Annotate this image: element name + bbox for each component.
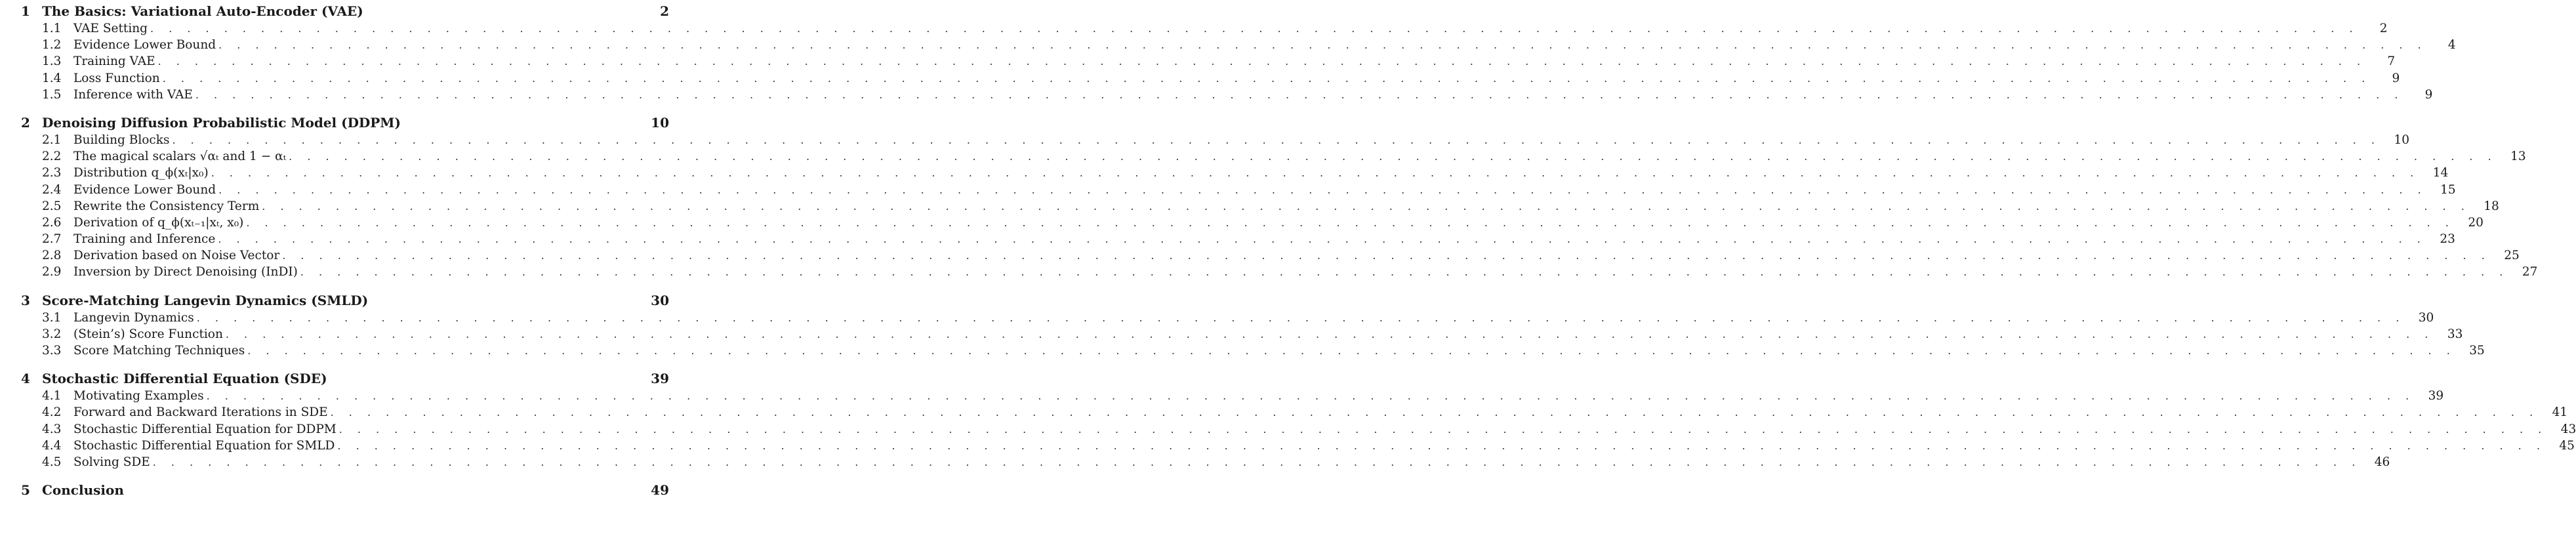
toc-entry[interactable] bbox=[21, 264, 2538, 280]
entry-number: 4.3 bbox=[42, 422, 62, 436]
entry-page-number: 27 bbox=[2522, 265, 2538, 279]
entry-title: Langevin Dynamics bbox=[73, 310, 194, 325]
entry-page-number: 10 bbox=[2394, 133, 2410, 147]
toc-entry[interactable] bbox=[21, 247, 2520, 264]
dot-leader: . . . . . . . . . . . . . . . . . . . . . . . . . . . . . . . . . . . . . . . . . . . . . . . . . . . . . . . . . . . . . . . . . . . . . . . . . . . . . . . . . . . . . . . . . . . . . . . . . . . . . . . . . . . . . . . . . . . . . . . . bbox=[157, 55, 2367, 68]
dot-leader: . . . . . . . . . . . . . . . . . . . . . . . . . . . . . . . . . . . . . . . . . . . . . . . . . . . . . . . . . . . . . . . . . . . . . . . . . . . . . . . . . . . . . . . . . . . . . . . . . . . . . . . . . . . . . . . . . . . . . . . . bbox=[218, 183, 2427, 196]
entry-page-number: 4 bbox=[2447, 38, 2456, 52]
section-number: 4 bbox=[21, 371, 30, 387]
toc-entry[interactable] bbox=[21, 165, 2449, 181]
section-page-number: 30 bbox=[651, 292, 669, 308]
entry-title: The magical scalars √αₜ and 1 − αₜ bbox=[73, 150, 287, 164]
toc-entry[interactable] bbox=[21, 198, 2499, 215]
entry-number: 2.7 bbox=[42, 232, 62, 247]
entry-title: Building Blocks bbox=[73, 133, 170, 147]
dot-leader: . . . . . . . . . . . . . . . . . . . . . . . . . . . . . . . . . . . . . . . . . . . . . . . . . . . . . . . . . . . . . . . . . . . . . . . . . . . . . . . . . . . . . . . . . . . . . . . . . . . . . . . . . . . . . . . . . . . . . . . . bbox=[282, 249, 2491, 262]
entry-page-number: 35 bbox=[2469, 344, 2485, 358]
dot-leader: . . . . . . . . . . . . . . . . . . . . . . . . . . . . . . . . . . . . . . . . . . . . . . . . . . . . . . . . . . . . . . . . . . . . . . . . . . . . . . . . . . . . . . . . . . . . . . . . . . . . . . . . . . . . . . . . . . . . . . . . bbox=[337, 439, 2546, 452]
toc-entry[interactable] bbox=[21, 310, 2434, 326]
entry-number: 2.3 bbox=[42, 166, 62, 180]
dot-leader: . . . . . . . . . . . . . . . . . . . . . . . . . . . . . . . . . . . . . . . . . . . . . . . . . . . . . . . . . . . . . . . . . . . . . . . . . . . . . . . . . . . . . . . . . . . . . . . . . . . . . . . . . . . . . . . . . . . . . . . . bbox=[218, 39, 2427, 52]
entry-page-number: 13 bbox=[2510, 150, 2526, 164]
entry-page-number: 39 bbox=[2428, 389, 2444, 403]
dot-leader: . . . . . . . . . . . . . . . . . . . . . . . . . . . . . . . . . . . . . . . . . . . . . . . . . . . . . . . . . . . . . . . . . . . . . . . . . . . . . . . . . . . . . . . . . . . . . . . . . . . . . . . . . . . . . . . . . . . . . . . . bbox=[172, 133, 2381, 146]
toc-entry[interactable] bbox=[21, 454, 2390, 470]
entry-title: Stochastic Differential Equation for SMLD bbox=[73, 438, 335, 453]
entry-number: 1.5 bbox=[42, 87, 62, 102]
entry-page-number: 33 bbox=[2447, 327, 2463, 341]
toc-entry[interactable] bbox=[21, 148, 2526, 165]
dot-leader: . . . . . . . . . . . . . . . . . . . . . . . . . . . . . . . . . . . . . . . . . . . . . . . . . . . . . . . . . . . . . . . . . . . . . . . . . . . . . . . . . . . . . . . . . . . . . . . . . . . . . . . . . . . . . . . . . . . . . . . . bbox=[300, 266, 2509, 279]
section-page-number: 10 bbox=[651, 114, 669, 131]
toc-section bbox=[21, 370, 2576, 470]
toc-section-heading[interactable] bbox=[21, 3, 669, 20]
entry-number: 1.1 bbox=[42, 22, 62, 35]
entry-page-number: 23 bbox=[2440, 232, 2455, 247]
dot-leader: . . . . . . . . . . . . . . . . . . . . . . . . . . . . . . . . . . . . . . . . . . . . . . . . . . . . . . . . . . . . . . . . . . . . . . . . . . . . . . . . . . . . . . . . . . . . . . . . . . . . . . . . . . . . . . . . . . . . . . . . bbox=[247, 344, 2456, 357]
entry-title: Loss Function bbox=[73, 71, 160, 85]
dot-leader: . . . . . . . . . . . . . . . . . . . . . . . . . . . . . . . . . . . . . . . . . . . . . . . . . . . . . . . . . . . . . . . . . . . . . . . . . . . . . . . . . . . . . . . . . . . . . . . . . . . . . . . . . . . . . . . . . . . . . . . . bbox=[150, 22, 2359, 35]
section-number: 2 bbox=[21, 114, 30, 131]
entry-title: Rewrite the Consistency Term bbox=[73, 199, 260, 213]
entry-page-number: 7 bbox=[2387, 54, 2396, 69]
toc-entry[interactable] bbox=[21, 438, 2575, 454]
entry-title: Evidence Lower Bound bbox=[73, 182, 216, 197]
dot-leader: . . . . . . . . . . . . . . . . . . . . . . . . . . . . . . . . . . . . . . . . . . . . . . . . . . . . . . . . . . . . . . . . . . . . . . . . . . . . . . . . . . . . . . . . . . . . . . . . . . . . . . . . . . . . . . . . . . . . . . . . bbox=[218, 233, 2426, 246]
entry-title: VAE Setting bbox=[73, 22, 148, 35]
toc-entry[interactable] bbox=[21, 342, 2485, 359]
entry-page-number: 9 bbox=[2424, 87, 2433, 102]
table-of-contents bbox=[21, 3, 2576, 510]
entry-title: Inference with VAE bbox=[73, 87, 193, 102]
entry-number: 1.4 bbox=[42, 71, 62, 85]
section-page-number: 49 bbox=[651, 482, 669, 499]
dot-leader: . . . . . . . . . . . . . . . . . . . . . . . . . . . . . . . . . . . . . . . . . . . . . . . . . . . . . . . . . . . . . . . . . . . . . . . . . . . . . . . . . . . . . . . . . . . . . . . . . . . . . . . . . . . . . . . . . . . . . . . . bbox=[162, 72, 2371, 85]
entry-number: 4.5 bbox=[42, 455, 62, 469]
toc-entry[interactable] bbox=[21, 53, 2396, 70]
toc-section bbox=[21, 3, 2456, 103]
dot-leader: . . . . . . . . . . . . . . . . . . . . . . . . . . . . . . . . . . . . . . . . . . . . . . . . . . . . . . . . . . . . . . . . . . . . . . . . . . . . . . . . . . . . . . . . . . . . . . . . . . . . . . . . . . . . . . . . . . . . . . . . bbox=[330, 406, 2539, 419]
dot-leader: . . . . . . . . . . . . . . . . . . . . . . . . . . . . . . . . . . . . . . . . . . . . . . . . . . . . . . . . . . . . . . . . . . . . . . . . . . . . . . . . . . . . . . . . . . . . . . . . . . . . . . . . . . . . . . . . . . . . . . . . bbox=[338, 422, 2548, 436]
entry-page-number: 41 bbox=[2552, 405, 2568, 420]
entry-page-number: 18 bbox=[2484, 199, 2499, 213]
entry-page-number: 46 bbox=[2374, 455, 2390, 469]
dot-leader: . . . . . . . . . . . . . . . . . . . . . . . . . . . . . . . . . . . . . . . . . . . . . . . . . . . . . . . . . . . . . . . . . . . . . . . . . . . . . . . . . . . . . . . . . . . . . . . . . . . . . . . . . . . . . . . . . . . . . . . . bbox=[262, 199, 2470, 213]
entry-number: 4.1 bbox=[42, 389, 62, 403]
entry-number: 1.3 bbox=[42, 54, 62, 69]
section-number: 5 bbox=[21, 482, 30, 499]
toc-entry[interactable] bbox=[21, 37, 2456, 53]
dot-leader: . . . . . . . . . . . . . . . . . . . . . . . . . . . . . . . . . . . . . . . . . . . . . . . . . . . . . . . . . . . . . . . . . . . . . . . . . . . . . . . . . . . . . . . . . . . . . . . . . . . . . . . . . . . . . . . . . . . . . . . . bbox=[246, 216, 2455, 229]
toc-entry[interactable] bbox=[21, 87, 2433, 103]
toc-entry[interactable] bbox=[21, 388, 2444, 404]
entry-title: Score Matching Techniques bbox=[73, 344, 245, 358]
dot-leader: . . . . . . . . . . . . . . . . . . . . . . . . . . . . . . . . . . . . . . . . . . . . . . . . . . . . . . . . . . . . . . . . . . . . . . . . . . . . . . . . . . . . . . . . . . . . . . . . . . . . . . . . . . . . . . . . . . . . . . . . bbox=[195, 88, 2404, 101]
dot-leader: . . . . . . . . . . . . . . . . . . . . . . . . . . . . . . . . . . . . . . . . . . . . . . . . . . . . . . . . . . . . . . . . . . . . . . . . . . . . . . . . . . . . . . . . . . . . . . . . . . . . . . . . . . . . . . . . . . . . . . . . bbox=[196, 311, 2405, 324]
toc-section-heading[interactable] bbox=[21, 292, 669, 310]
entry-page-number: 45 bbox=[2559, 438, 2575, 453]
entry-number: 2.6 bbox=[42, 215, 62, 230]
entry-number: 2.4 bbox=[42, 182, 62, 197]
toc-entry[interactable] bbox=[21, 215, 2484, 231]
entry-page-number: 43 bbox=[2560, 422, 2576, 436]
entry-number: 2.1 bbox=[42, 133, 62, 147]
entry-number: 4.4 bbox=[42, 438, 62, 453]
entry-page-number: 9 bbox=[2392, 71, 2400, 85]
entry-title: Motivating Examples bbox=[73, 389, 204, 403]
entry-number: 1.2 bbox=[42, 38, 62, 52]
section-page-number: 2 bbox=[660, 3, 669, 19]
entry-title: Solving SDE bbox=[73, 455, 150, 469]
section-title: The Basics: Variational Auto-Encoder (VAE) bbox=[42, 3, 363, 19]
entry-page-number: 20 bbox=[2468, 215, 2484, 230]
toc-entry[interactable] bbox=[21, 231, 2455, 247]
entry-title: Derivation based on Noise Vector bbox=[73, 249, 280, 263]
toc-entry[interactable] bbox=[21, 421, 2576, 438]
dot-leader: . . . . . . . . . . . . . . . . . . . . . . . . . . . . . . . . . . . . . . . . . . . . . . . . . . . . . . . . . . . . . . . . . . . . . . . . . . . . . . . . . . . . . . . . . . . . . . . . . . . . . . . . . . . . . . . . . . . . . . . . bbox=[225, 327, 2434, 340]
entry-title: Stochastic Differential Equation for DDPM bbox=[73, 422, 337, 436]
section-title: Score-Matching Langevin Dynamics (SMLD) bbox=[42, 292, 369, 308]
section-title: Denoising Diffusion Probabilistic Model (DDPM) bbox=[42, 114, 401, 131]
entry-title: Training VAE bbox=[73, 54, 155, 69]
section-number: 3 bbox=[21, 292, 30, 308]
toc-entry[interactable] bbox=[21, 326, 2463, 342]
entry-title: Inversion by Direct Denoising (InDI) bbox=[73, 265, 298, 279]
entry-title: Derivation of q_ϕ(xₜ₋₁|xₜ, x₀) bbox=[73, 215, 244, 230]
entry-page-number: 15 bbox=[2440, 182, 2456, 197]
toc-entry[interactable] bbox=[21, 70, 2400, 87]
toc-section bbox=[21, 114, 2538, 281]
toc-entry[interactable] bbox=[21, 182, 2456, 198]
entry-title: Distribution q_ϕ(xₜ|x₀) bbox=[73, 166, 209, 180]
entry-page-number: 14 bbox=[2432, 166, 2449, 180]
entry-title: Forward and Backward Iterations in SDE bbox=[73, 405, 328, 420]
entry-number: 2.5 bbox=[42, 199, 62, 213]
entry-number: 2.2 bbox=[42, 150, 62, 164]
toc-section bbox=[21, 482, 669, 499]
toc-entry[interactable] bbox=[21, 20, 2388, 37]
entry-number: 2.9 bbox=[42, 265, 62, 279]
entry-page-number: 25 bbox=[2504, 249, 2520, 263]
entry-page-number: 30 bbox=[2418, 310, 2434, 325]
entry-number: 3.1 bbox=[42, 310, 62, 325]
entry-number: 3.3 bbox=[42, 344, 62, 358]
entry-title: (Stein’s) Score Function bbox=[73, 327, 223, 341]
entry-page-number: 2 bbox=[2379, 22, 2388, 35]
toc-entry[interactable] bbox=[21, 132, 2410, 148]
dot-leader: . . . . . . . . . . . . . . . . . . . . . . . . . . . . . . . . . . . . . . . . . . . . . . . . . . . . . . . . . . . . . . . . . . . . . . . . . . . . . . . . . . . . . . . . . . . . . . . . . . . . . . . . . . . . . . . . . . . . . . . . bbox=[289, 150, 2497, 163]
dot-leader: . . . . . . . . . . . . . . . . . . . . . . . . . . . . . . . . . . . . . . . . . . . . . . . . . . . . . . . . . . . . . . . . . . . . . . . . . . . . . . . . . . . . . . . . . . . . . . . . . . . . . . . . . . . . . . . . . . . . . . . . bbox=[152, 455, 2361, 468]
toc-section bbox=[21, 292, 2485, 359]
dot-leader: . . . . . . . . . . . . . . . . . . . . . . . . . . . . . . . . . . . . . . . . . . . . . . . . . . . . . . . . . . . . . . . . . . . . . . . . . . . . . . . . . . . . . . . . . . . . . . . . . . . . . . . . . . . . . . . . . . . . . . . . bbox=[206, 390, 2415, 403]
toc-section-heading[interactable] bbox=[21, 114, 669, 132]
toc-entry[interactable] bbox=[21, 404, 2568, 421]
entry-number: 3.2 bbox=[42, 327, 62, 341]
entry-number: 2.8 bbox=[42, 249, 62, 263]
entry-number: 4.2 bbox=[42, 405, 62, 420]
dot-leader: . . . . . . . . . . . . . . . . . . . . . . . . . . . . . . . . . . . . . . . . . . . . . . . . . . . . . . . . . . . . . . . . . . . . . . . . . . . . . . . . . . . . . . . . . . . . . . . . . . . . . . . . . . . . . . . . . . . . . . . . bbox=[211, 167, 2420, 180]
section-title: Stochastic Differential Equation (SDE) bbox=[42, 371, 327, 387]
toc-section-heading[interactable] bbox=[21, 482, 669, 499]
section-number: 1 bbox=[21, 3, 30, 19]
section-page-number: 39 bbox=[651, 371, 669, 387]
entry-title: Training and Inference bbox=[73, 232, 216, 247]
entry-title: Evidence Lower Bound bbox=[73, 38, 216, 52]
section-title: Conclusion bbox=[42, 482, 124, 499]
toc-section-heading[interactable] bbox=[21, 370, 669, 388]
